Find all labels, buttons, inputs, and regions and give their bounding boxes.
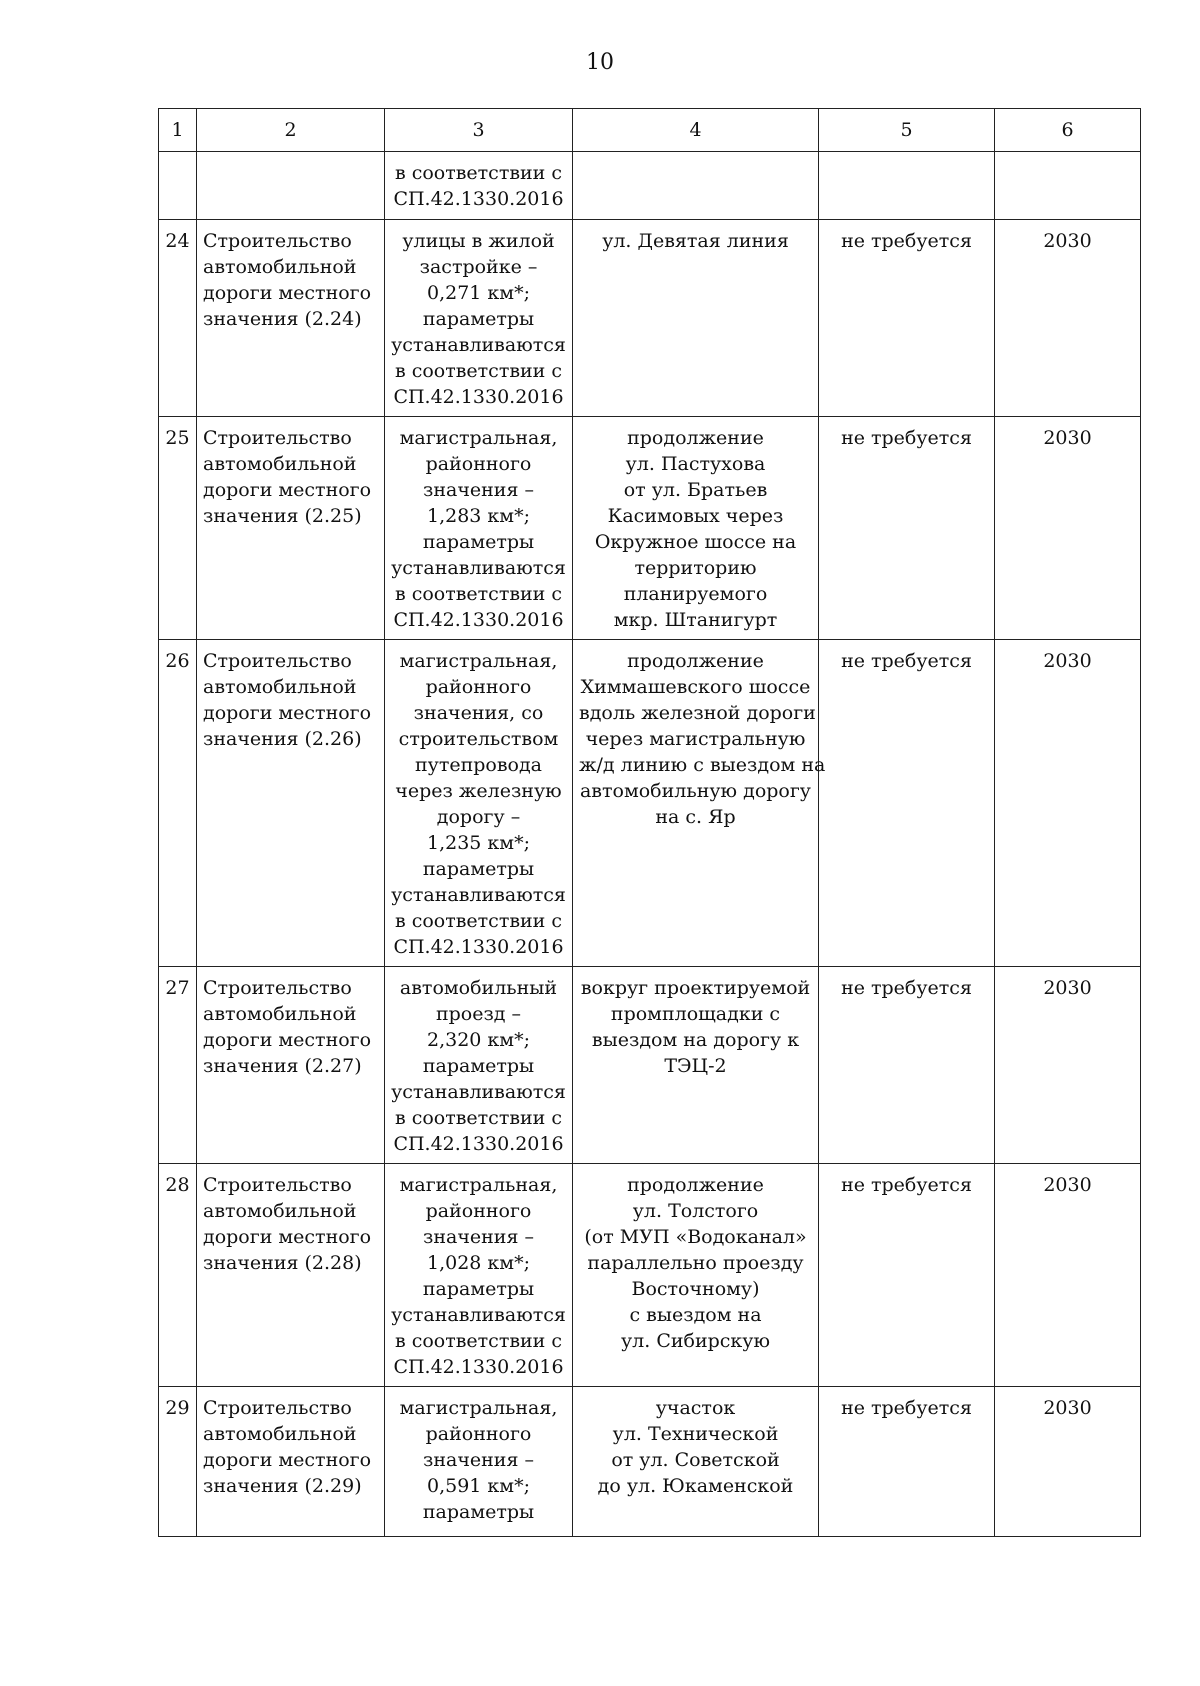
text-line: районного [425,676,532,698]
text-line: (от МУП «Водоканал» [584,1226,807,1248]
text-line: до ул. Юкаменской [597,1475,794,1497]
text-line: выездом на дорогу к [591,1029,800,1051]
text-line: параметры [422,308,535,330]
cell-params [385,152,573,220]
cell-name [197,152,385,220]
table-header-row [159,109,1141,152]
text-line: ул. Пастухова [625,453,766,475]
text-line: территорию [634,557,757,579]
text-line: мкр. Штанигурт [613,609,778,631]
header-cell: 4 [573,109,819,152]
text-line: вдоль железной дороги [579,702,816,724]
cell-params [385,967,573,1164]
text-line: 1,235 км*; [427,832,530,854]
text-line: дороги местного [203,1226,372,1248]
text-line: СП.42.1330.2016 [393,936,564,958]
header-cell: 3 [385,109,573,152]
text-line: участок [655,1397,736,1419]
text-line: ул. Толстого [632,1200,759,1222]
cell-num [159,152,197,220]
text-line: продолжение [627,427,764,449]
cell-year: 2030 [995,1164,1141,1387]
text-line: ул. Девятая линия [602,230,789,252]
text-line: Строительство [203,977,352,999]
text-line: дороги местного [203,479,372,501]
text-line: СП.42.1330.2016 [393,386,564,408]
text-line: значения (2.25) [203,505,362,527]
text-line: районного [425,453,532,475]
cell-year: 2030 [995,967,1141,1164]
text-line: параметры [422,1278,535,1300]
text-line: проезд – [435,1003,522,1025]
text-line: промплощадки с [610,1003,781,1025]
text-line: районного [425,1200,532,1222]
page-number: 10 [586,50,614,75]
text-line: вокруг проектируемой [580,977,811,999]
text-line: ж/д линию с выездом на [579,754,826,776]
table-row [159,640,1141,967]
text-line: 0,271 км*; [427,282,530,304]
cell-year: 2030 [995,220,1141,417]
text-line: магистральная, [399,1397,558,1419]
text-line: дороги местного [203,1029,372,1051]
text-line: продолжение [627,650,764,672]
text-line: значения – [422,1226,534,1248]
cell-zone: не требуется [819,417,995,640]
text-line: планируемого [623,583,768,605]
text-line: СП.42.1330.2016 [393,609,564,631]
text-line: в соответствии с [394,583,563,605]
cell-params [385,1164,573,1387]
header-cell: 1 [159,109,197,152]
text-line: автомобильную дорогу [579,780,811,802]
text-line: устанавливаются [391,884,566,906]
continuation-row [159,152,1141,220]
cell-name [197,1164,385,1387]
text-line: Восточному) [631,1278,760,1300]
cell-params [385,640,573,967]
cell-location [573,1387,819,1537]
cell-name [197,967,385,1164]
header-cell: 5 [819,109,995,152]
text-line: СП.42.1330.2016 [393,1356,564,1378]
text-line: параметры [422,858,535,880]
text-line: с выездом на [629,1304,762,1326]
cell-name [197,417,385,640]
cell-zone: не требуется [819,640,995,967]
cell-params [385,220,573,417]
cell-name [197,220,385,417]
text-line: значения (2.26) [203,728,362,750]
text-line: автомобильной [203,1423,357,1445]
cell-zone: не требуется [819,1164,995,1387]
text-line: Строительство [203,650,352,672]
cell-location [573,417,819,640]
cell-num: 28 [159,1164,197,1387]
cell-year: 2030 [995,417,1141,640]
cell-zone: не требуется [819,967,995,1164]
text-line: устанавливаются [391,557,566,579]
text-line: через магистральную [585,728,806,750]
text-line: автомобильной [203,676,357,698]
text-line: на с. Яр [655,806,736,828]
text-line: Строительство [203,427,352,449]
text-line: 1,028 км*; [427,1252,530,1274]
cell-location [573,967,819,1164]
text-line: автомобильной [203,453,357,475]
table-row [159,417,1141,640]
table-row [159,1164,1141,1387]
text-line: 2,320 км*; [427,1029,530,1051]
text-line: устанавливаются [391,334,566,356]
text-line: параметры [422,1501,535,1523]
text-line: Строительство [203,1174,352,1196]
cell-zone: не требуется [819,220,995,417]
text-line: Строительство [203,1397,352,1419]
text-line: магистральная, [399,1174,558,1196]
text-line: в соответствии с [394,1107,563,1129]
text-line: СП.42.1330.2016 [393,188,564,210]
text-line: продолжение [627,1174,764,1196]
cell-location [573,152,819,220]
cell-location [573,220,819,417]
text-line: автомобильный [399,977,558,999]
text-line: магистральная, [399,650,558,672]
text-line: значения (2.28) [203,1252,362,1274]
cell-num: 27 [159,967,197,1164]
text-line: значения, со [413,702,544,724]
text-line: в соответствии с [394,910,563,932]
text-line: дороги местного [203,702,372,724]
text-line: от ул. Братьев [623,479,768,501]
text-line: параметры [422,1055,535,1077]
cell-year [995,152,1141,220]
text-line: строительством [398,728,559,750]
text-line: 0,591 км*; [427,1475,530,1497]
text-line: Окружное шоссе на [594,531,797,553]
text-line: в соответствии с [394,1330,563,1352]
planning-table [158,108,1141,1537]
text-line: через железную [395,780,562,802]
table-row [159,1387,1141,1537]
text-line: значения (2.29) [203,1475,362,1497]
cell-num: 25 [159,417,197,640]
header-cell: 2 [197,109,385,152]
text-line: Касимовых через [607,505,784,527]
text-line: автомобильной [203,1003,357,1025]
cell-zone [819,152,995,220]
text-line: путепровода [414,754,543,776]
cell-num: 29 [159,1387,197,1537]
text-line: значения (2.27) [203,1055,362,1077]
text-line: значения – [422,1449,534,1471]
text-line: в соответствии с [394,162,563,184]
cell-year: 2030 [995,640,1141,967]
cell-location [573,640,826,967]
cell-params [385,417,573,640]
cell-params [385,1387,573,1537]
text-line: улицы в жилой [402,230,555,252]
text-line: автомобильной [203,256,357,278]
text-line: устанавливаются [391,1081,566,1103]
text-line: дорогу – [436,806,521,828]
text-line: Строительство [203,230,352,252]
text-line: застройке – [419,256,538,278]
table-row [159,967,1141,1164]
text-line: дороги местного [203,282,372,304]
cell-num: 26 [159,640,197,967]
cell-name [197,1387,385,1537]
text-line: Химмашевского шоссе [580,676,811,698]
text-line: параллельно проезду [587,1252,804,1274]
text-line: значения (2.24) [203,308,362,330]
text-line: СП.42.1330.2016 [393,1133,564,1155]
text-line: ул. Технической [612,1423,779,1445]
text-line: магистральная, [399,427,558,449]
text-line: дороги местного [203,1449,372,1471]
text-line: от ул. Советской [611,1449,780,1471]
text-line: в соответствии с [394,360,563,382]
text-line: районного [425,1423,532,1445]
text-line: параметры [422,531,535,553]
header-cell: 6 [995,109,1141,152]
cell-name [197,640,385,967]
text-line: автомобильной [203,1200,357,1222]
text-line: значения – [422,479,534,501]
text-line: 1,283 км*; [427,505,530,527]
cell-year: 2030 [995,1387,1141,1537]
cell-location [573,1164,819,1387]
table-row [159,220,1141,417]
text-line: ТЭЦ-2 [664,1055,727,1077]
text-line: ул. Сибирскую [620,1330,771,1352]
text-line: устанавливаются [391,1304,566,1326]
cell-zone: не требуется [819,1387,995,1537]
cell-num: 24 [159,220,197,417]
